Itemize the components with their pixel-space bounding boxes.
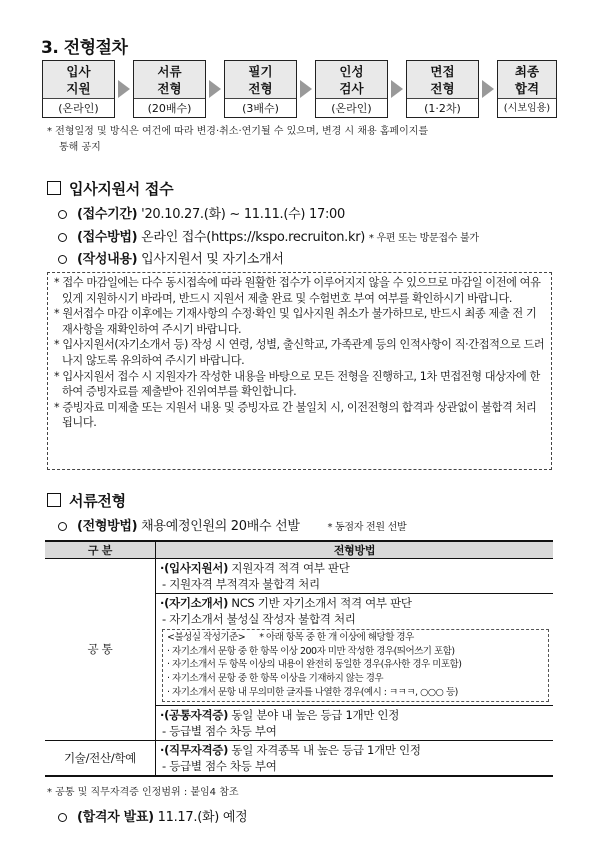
method-label: ·(직무자격증) — [160, 742, 229, 757]
flow-note — [47, 124, 428, 156]
criteria-item: · 자기소개서 문항 중 한 항목 이상을 기재하지 않는 경우 — [167, 673, 384, 685]
flow-step-line2: 지원 — [66, 81, 91, 96]
method-label: ·(입사지원서) — [160, 561, 229, 575]
square-bullet-icon — [47, 493, 61, 507]
apply-content-row — [58, 248, 284, 267]
flow-step-line2: 전형 — [430, 81, 455, 96]
flow-step-sub: (온라인) — [331, 102, 372, 115]
flow-step-sub: (3배수) — [242, 102, 279, 115]
apply-period-row — [58, 203, 345, 222]
method-sub: - 등급별 점수 차등 부여 — [162, 723, 277, 738]
method-cell — [156, 559, 554, 594]
method-sub: - 자기소개서 불성실 작성자 불합격 처리 — [162, 612, 356, 626]
apply-method-value: 온라인 접수(https://kspo.recruiton.kr) — [141, 230, 366, 245]
flow-step-personality — [315, 60, 388, 118]
arrow-right-icon — [209, 80, 221, 98]
notice-item: * 접수 마감일에는 다수 동시접속에 따라 원활한 접수가 이루어지지 않을 수 있으므로 마감일 이전에 여유있게 지원하시기 바라며, 반드시 지원서 제출 완료 및 수험번호 부여 여부를 확인하시기 바랍니다. — [54, 276, 541, 305]
notice-item: * 원서접수 마감 이후에는 기재사항의 수정·확인 및 입사지원 취소가 불가하므로, 반드시 최종 제출 전 기재사항을 재확인하여 주시기 바랍니다. — [54, 307, 537, 336]
flow-step-sub: (20배수) — [147, 102, 192, 115]
flow-step-line1: 입사 — [66, 64, 91, 79]
method-label: ·(공통자격증) — [160, 707, 229, 722]
flow-step-final — [497, 60, 557, 118]
flow-step-doc — [133, 60, 206, 118]
circle-bullet-icon — [58, 522, 67, 531]
circle-bullet-icon — [58, 210, 67, 219]
apply-method-note: * 우편 또는 방문접수 불가 — [368, 233, 479, 244]
method-sub: - 등급별 점수 차등 부여 — [162, 758, 277, 773]
apply-period-value: '20.10.27.(화) ~ 11.11.(수) 17:00 — [141, 207, 345, 222]
flow-step-line2: 전형 — [157, 81, 182, 96]
table-row — [45, 559, 553, 594]
method-text: 동일 자격종목 내 높은 등급 1개만 인정 — [228, 742, 421, 757]
circle-bullet-icon — [58, 233, 67, 242]
method-cell — [156, 705, 554, 740]
criteria-head: <불성실 작성기준> — [167, 632, 246, 643]
section-title: 3. 전형절차 — [41, 38, 128, 58]
method-label: ·(자기소개서) — [160, 596, 229, 610]
method-text: 동일 분야 내 높은 등급 1개만 인정 — [228, 707, 400, 722]
apply-section-title-text: 입사지원서 접수 — [69, 180, 174, 198]
doc-method-value: 채용예정인원의 20배수 선발 — [141, 519, 300, 534]
flow-step-sub: (온라인) — [58, 102, 99, 115]
criteria-box — [162, 629, 549, 702]
method-cell — [156, 740, 554, 776]
flow-step-line1: 필기 — [248, 64, 273, 79]
result-value: 11.17.(화) 예정 — [157, 810, 248, 825]
arrow-right-icon — [482, 80, 494, 98]
flow-step-line2: 합격 — [514, 81, 540, 96]
method-cell — [156, 594, 554, 706]
flow-step-sub: (1·2차) — [424, 102, 461, 115]
category-tech: 기술/전산/학예 — [45, 740, 156, 776]
footer-note: * 공통 및 직무자격증 인정범위 : 붙임4 참조 — [47, 787, 239, 798]
apply-period-label: (접수기간) — [77, 207, 138, 222]
process-flow — [42, 60, 557, 120]
method-text: NCS 기반 자기소개서 적격 여부 판단 — [228, 596, 412, 610]
flow-step-line2: 검사 — [339, 81, 364, 96]
criteria-item: · 자기소개서 두 항목 이상의 내용이 완전히 동일한 경우(유사한 경우 미포함) — [167, 659, 462, 671]
apply-content-value: 입사지원서 및 자기소개서 — [141, 252, 284, 267]
table-header-row — [45, 541, 553, 559]
circle-bullet-icon — [58, 813, 67, 822]
category-common: 공 통 — [45, 559, 156, 741]
notice-box — [47, 272, 552, 470]
header-method: 전형방법 — [156, 541, 554, 559]
flow-step-line1: 서류 — [157, 64, 182, 79]
doc-method-row — [58, 515, 406, 534]
flow-step-interview — [406, 60, 479, 118]
flow-step-line1: 최종 — [514, 64, 540, 79]
evaluation-table — [45, 540, 553, 777]
result-label: (합격자 발표) — [77, 810, 154, 825]
flow-step-apply — [42, 60, 115, 118]
apply-section-title — [47, 178, 173, 199]
notice-item: * 입사지원서 접수 시 지원자가 작성한 내용을 바탕으로 모든 전형을 진행하고, 1차 면접전형 대상자에 한하여 증빙자료를 제출받아 진위여부를 확인합니다. — [54, 369, 540, 399]
apply-method-row — [58, 226, 479, 245]
flow-step-line1: 면접 — [430, 64, 455, 79]
flow-step-line2: 전형 — [248, 81, 273, 96]
arrow-right-icon — [118, 80, 130, 98]
arrow-right-icon — [391, 80, 403, 98]
header-category: 구 분 — [45, 541, 156, 559]
doc-section-title — [47, 490, 126, 511]
criteria-item: · 자기소개서 문항 중 한 항목 이상 200자 미만 작성한 경우(띄어쓰기 포함) — [167, 645, 455, 657]
flow-step-line1: 인성 — [339, 64, 364, 79]
arrow-right-icon — [300, 80, 312, 98]
circle-bullet-icon — [58, 255, 67, 264]
criteria-head-note: * 아래 항목 중 한 개 이상에 해당할 경우 — [259, 632, 414, 643]
result-row — [58, 806, 247, 825]
doc-method-note: * 동점자 전원 선발 — [327, 522, 407, 533]
doc-method-label: (전형방법) — [77, 519, 138, 534]
notice-item: * 증빙자료 미제출 또는 지원서 내용 및 증빙자료 간 불일치 시, 이전전형의 합격과 상관없이 불합격 처리됩니다. — [54, 400, 537, 430]
apply-method-label: (접수방법) — [77, 230, 138, 245]
flow-note-line: * 전형일정 및 방식은 여건에 따라 변경·취소·연기될 수 있으며, 변경 시 채용 홈페이지를 — [47, 126, 429, 137]
flow-note-line: 통해 공지 — [59, 142, 101, 153]
method-sub: - 지원자격 부적격자 불합격 처리 — [162, 577, 320, 591]
square-bullet-icon — [47, 181, 61, 195]
flow-step-written — [224, 60, 297, 118]
method-text: 지원자격 적격 여부 판단 — [228, 561, 350, 575]
apply-content-label: (작성내용) — [77, 252, 138, 267]
flow-step-sub: (시보임용) — [503, 103, 551, 114]
notice-item: * 입사지원서(자기소개서 등) 작성 시 연령, 성별, 출신학교, 가족관계 등의 인적사항이 직·간접적으로 드러나지 않도록 유의하여 주시기 바랍니다. — [54, 338, 545, 367]
doc-section-title-text: 서류전형 — [69, 492, 126, 510]
table-row — [45, 740, 553, 776]
criteria-item: · 자기소개서 문항 내 무의미한 글자를 나열한 경우(예시 : ㅋㅋㅋ, ○○○ 등) — [167, 686, 458, 698]
